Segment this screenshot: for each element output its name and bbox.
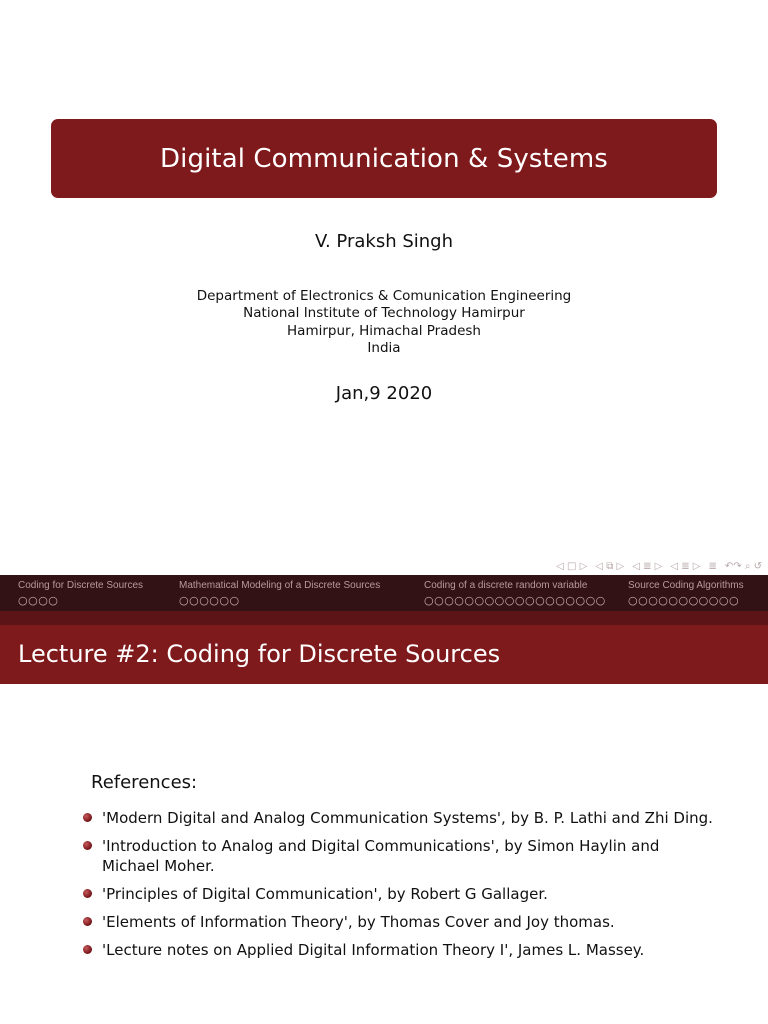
subsection-strip (0, 611, 768, 625)
section-navigation-bar (0, 575, 768, 611)
bullet-icon (83, 889, 92, 898)
frame-title: Lecture #2: Coding for Discrete Sources (18, 640, 501, 668)
list-item (80, 808, 720, 828)
nav-section-label[interactable]: Coding of a discrete random variable (424, 580, 588, 591)
nav-section-coding-discrete-sources[interactable] (18, 580, 143, 607)
institute-line: Hamirpur, Himachal Pradesh (287, 322, 481, 339)
nav-section-source-coding-algorithms[interactable] (628, 580, 744, 607)
reference-text: 'Elements of Information Theory', by Thomas Cover and Joy thomas. (102, 913, 615, 931)
institute-block (0, 288, 768, 357)
frame-nav-icon[interactable]: ◁ □ ▷ (556, 561, 588, 572)
bullet-icon (83, 917, 92, 926)
list-item (80, 912, 720, 932)
document-nav-icon[interactable]: ◁ ≣ ▷ (670, 561, 701, 572)
presentation-date: Jan,9 2020 (335, 383, 433, 404)
search-back-icon[interactable]: ↶↷ ⌕ ↺ (724, 561, 762, 572)
presentation-title: Digital Communication & Systems (160, 143, 608, 174)
nav-section-label[interactable]: Mathematical Modeling of a Discrete Sources (179, 580, 381, 591)
references-heading: References: (91, 772, 198, 793)
nav-section-dots[interactable]: ○○○○○○○○○○○ (628, 594, 740, 607)
institute-line: National Institute of Technology Hamirpur (243, 305, 525, 322)
nav-section-mathematical-modeling[interactable] (179, 580, 380, 607)
beamer-navigation-symbols (556, 561, 762, 572)
reference-text: 'Principles of Digital Communication', by Robert G Gallager. (102, 885, 548, 903)
nav-section-label[interactable]: Coding for Discrete Sources (18, 580, 144, 591)
nav-section-dots[interactable]: ○○○○ (18, 594, 59, 607)
list-item (80, 884, 720, 904)
institute-line: Department of Electronics & Comunication Engineering (196, 288, 572, 304)
list-item (80, 940, 720, 960)
list-item (80, 836, 720, 876)
bullet-icon (83, 813, 92, 822)
bullet-icon (83, 841, 92, 850)
nav-section-coding-random-variable[interactable] (424, 580, 606, 607)
author-name: V. Praksh Singh (314, 231, 453, 252)
title-banner (51, 119, 717, 198)
nav-section-dots[interactable]: ○○○○○○○○○○○○○○○○○○ (424, 594, 606, 607)
references-list (80, 808, 720, 968)
frame-title-bar (0, 625, 768, 684)
reference-text: 'Modern Digital and Analog Communication Systems', by B. P. Lathi and Zhi Ding. (102, 809, 713, 827)
nav-section-label[interactable]: Source Coding Algorithms (628, 580, 744, 591)
reference-text: 'Lecture notes on Applied Digital Information Theory I', James L. Massey. (102, 941, 645, 959)
subsection-nav-icon[interactable]: ◁ ⧉ ▷ (595, 561, 625, 572)
bullet-icon (83, 945, 92, 954)
institute-line: India (367, 339, 401, 356)
reference-text: 'Introduction to Analog and Digital Communications', by Simon Haylin and Michael Moher. (102, 837, 660, 875)
toc-nav-icon[interactable]: ≣ (708, 561, 717, 572)
nav-section-dots[interactable]: ○○○○○○ (179, 594, 240, 607)
section-nav-icon[interactable]: ◁ ≣ ▷ (632, 561, 663, 572)
